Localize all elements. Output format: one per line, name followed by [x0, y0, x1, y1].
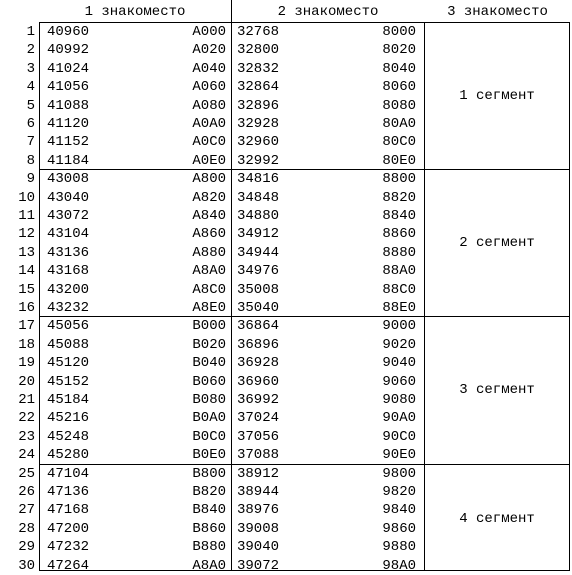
row-number: 8: [26, 152, 35, 169]
row-number: 21: [18, 392, 35, 408]
row-number: 2: [26, 42, 35, 59]
decimal-address-1: 40992: [47, 42, 90, 59]
row-number: 9: [26, 171, 35, 188]
decimal-address-1: 43104: [47, 226, 90, 243]
hex-address-2: 8860: [382, 226, 416, 243]
row-number: 3: [26, 60, 35, 77]
hex-address-1: B840: [192, 502, 226, 519]
hex-address-1: A840: [192, 208, 226, 224]
hex-address-2: 8020: [382, 42, 416, 59]
row-number: 6: [26, 116, 35, 132]
hex-address-1: B860: [192, 520, 226, 537]
row-number: 23: [18, 428, 35, 445]
row-number: 28: [18, 520, 35, 537]
hex-address-1: A880: [192, 244, 226, 261]
hex-address-1: A000: [192, 24, 226, 40]
hex-address-1: A860: [192, 226, 226, 243]
row-number: 11: [18, 208, 35, 224]
hex-address-2: 8000: [382, 24, 416, 40]
hex-address-2: 90E0: [382, 447, 416, 464]
decimal-address-2: 35040: [237, 300, 280, 316]
decimal-address-2: 32896: [237, 97, 280, 114]
hex-address-1: B0C0: [192, 428, 226, 445]
decimal-address-1: 43232: [47, 300, 90, 316]
hex-address-1: B000: [192, 318, 226, 335]
row-number: 29: [18, 539, 35, 556]
decimal-address-1: 43008: [47, 171, 90, 188]
decimal-address-1: 43072: [47, 208, 90, 224]
col-divider-mid: [231, 0, 232, 570]
row-number: 26: [18, 484, 35, 500]
decimal-address-2: 38944: [237, 484, 280, 500]
col-divider-outer-right: [569, 22, 570, 570]
hex-address-1: A0C0: [192, 134, 226, 151]
hex-address-2: 80C0: [382, 134, 416, 151]
hex-address-2: 9840: [382, 502, 416, 519]
decimal-address-1: 45248: [47, 428, 90, 445]
hex-address-2: 8800: [382, 171, 416, 188]
hex-address-1: A020: [192, 42, 226, 59]
row-number: 13: [18, 244, 35, 261]
decimal-address-2: 36896: [237, 336, 280, 353]
decimal-address-2: 36960: [237, 373, 280, 390]
hex-address-1: A0E0: [192, 152, 226, 169]
decimal-address-1: 41184: [47, 152, 90, 169]
decimal-address-2: 37024: [237, 410, 280, 427]
hex-address-2: 8080: [382, 97, 416, 114]
decimal-address-1: 41056: [47, 79, 90, 96]
hex-address-2: 9820: [382, 484, 416, 500]
decimal-address-1: 41024: [47, 60, 90, 77]
decimal-address-1: 47264: [47, 557, 90, 574]
hex-address-1: B080: [192, 392, 226, 408]
row-number: 7: [26, 134, 35, 151]
decimal-address-1: 43136: [47, 244, 90, 261]
hex-address-2: 80A0: [382, 116, 416, 132]
row-number: 18: [18, 336, 35, 353]
hex-address-1: A8C0: [192, 281, 226, 298]
segment-label: 2 сегмент: [459, 234, 535, 251]
decimal-address-1: 45120: [47, 355, 90, 372]
decimal-address-2: 34976: [237, 263, 280, 280]
decimal-address-2: 36928: [237, 355, 280, 372]
decimal-address-1: 45056: [47, 318, 90, 335]
decimal-address-2: 32928: [237, 116, 280, 132]
hex-address-1: A080: [192, 97, 226, 114]
decimal-address-1: 40960: [47, 24, 90, 40]
decimal-address-2: 34848: [237, 189, 280, 206]
hex-address-2: 9020: [382, 336, 416, 353]
hex-address-2: 8040: [382, 60, 416, 77]
row-number: 24: [18, 447, 35, 464]
header-rule: [39, 22, 570, 23]
hex-address-1: B820: [192, 484, 226, 500]
hex-address-2: 9880: [382, 539, 416, 556]
hex-address-2: 90C0: [382, 428, 416, 445]
hex-address-2: 9000: [382, 318, 416, 335]
row-number: 15: [18, 281, 35, 298]
hex-address-1: B880: [192, 539, 226, 556]
decimal-address-1: 45184: [47, 392, 90, 408]
row-number: 20: [18, 373, 35, 390]
row-number: 5: [26, 97, 35, 114]
hex-address-2: 88A0: [382, 263, 416, 280]
header-col-2: 2 знакоместо: [277, 4, 379, 20]
hex-address-1: B0E0: [192, 447, 226, 464]
row-number: 14: [18, 263, 35, 280]
row-number: 19: [18, 355, 35, 372]
decimal-address-1: 47232: [47, 539, 90, 556]
decimal-address-1: 41152: [47, 134, 90, 151]
hex-address-1: A040: [192, 60, 226, 77]
hex-address-2: 8820: [382, 189, 416, 206]
hex-address-2: 8840: [382, 208, 416, 224]
hex-address-1: A0A0: [192, 116, 226, 132]
row-number: 30: [18, 557, 35, 574]
hex-address-2: 9080: [382, 392, 416, 408]
row-number: 12: [18, 226, 35, 243]
decimal-address-1: 45088: [47, 336, 90, 353]
hex-address-2: 8060: [382, 79, 416, 96]
decimal-address-1: 41088: [47, 97, 90, 114]
decimal-address-2: 35008: [237, 281, 280, 298]
hex-address-2: 9060: [382, 373, 416, 390]
hex-address-1: B020: [192, 336, 226, 353]
decimal-address-1: 43040: [47, 189, 90, 206]
decimal-address-1: 47136: [47, 484, 90, 500]
segment-divider: [39, 169, 570, 170]
hex-address-2: 9800: [382, 465, 416, 482]
row-number: 27: [18, 502, 35, 519]
hex-address-1: A820: [192, 189, 226, 206]
row-number: 1: [26, 24, 35, 40]
decimal-address-2: 32832: [237, 60, 280, 77]
row-number: 16: [18, 300, 35, 316]
decimal-address-1: 47104: [47, 465, 90, 482]
segment-divider: [39, 316, 570, 317]
hex-address-2: 98A0: [382, 557, 416, 574]
hex-address-2: 88C0: [382, 281, 416, 298]
row-number: 10: [18, 189, 35, 206]
segment-label: 4 сегмент: [459, 510, 535, 527]
segment-label: 1 сегмент: [459, 87, 535, 104]
row-number: 22: [18, 410, 35, 427]
decimal-address-2: 36992: [237, 392, 280, 408]
row-number: 4: [26, 79, 35, 96]
decimal-address-2: 39040: [237, 539, 280, 556]
decimal-address-2: 38976: [237, 502, 280, 519]
decimal-address-1: 43168: [47, 263, 90, 280]
decimal-address-2: 32800: [237, 42, 280, 59]
decimal-address-1: 41120: [47, 116, 90, 132]
decimal-address-1: 45280: [47, 447, 90, 464]
hex-address-1: B0A0: [192, 410, 226, 427]
hex-address-2: 8880: [382, 244, 416, 261]
decimal-address-2: 34912: [237, 226, 280, 243]
decimal-address-2: 32768: [237, 24, 280, 40]
hex-address-2: 90A0: [382, 410, 416, 427]
hex-address-1: A8A0: [192, 557, 226, 574]
header-col-3: 3 знакоместо: [447, 4, 548, 20]
hex-address-1: B060: [192, 373, 226, 390]
row-number: 25: [18, 465, 35, 482]
hex-address-1: A800: [192, 171, 226, 188]
decimal-address-2: 39008: [237, 520, 280, 537]
hex-address-1: A8E0: [192, 300, 226, 316]
decimal-address-1: 47168: [47, 502, 90, 519]
hex-address-2: 80E0: [382, 152, 416, 169]
hex-address-2: 9860: [382, 520, 416, 537]
decimal-address-2: 32960: [237, 134, 280, 151]
decimal-address-2: 39072: [237, 557, 280, 574]
decimal-address-2: 34816: [237, 171, 280, 188]
row-number: 17: [18, 318, 35, 335]
hex-address-1: A060: [192, 79, 226, 96]
col-divider-left: [39, 22, 40, 570]
decimal-address-2: 34944: [237, 244, 280, 261]
decimal-address-2: 37056: [237, 428, 280, 445]
hex-address-2: 9040: [382, 355, 416, 372]
hex-address-1: B800: [192, 465, 226, 482]
decimal-address-1: 47200: [47, 520, 90, 537]
segment-label: 3 сегмент: [459, 382, 535, 398]
header-col-1: 1 знакоместо: [84, 4, 186, 20]
decimal-address-2: 32992: [237, 152, 280, 169]
bottom-rule: [39, 570, 570, 571]
decimal-address-2: 37088: [237, 447, 280, 464]
decimal-address-2: 34880: [237, 208, 280, 224]
hex-address-1: B040: [192, 355, 226, 372]
hex-address-2: 88E0: [382, 300, 416, 316]
hex-address-1: A8A0: [192, 263, 226, 280]
decimal-address-1: 45216: [47, 410, 90, 427]
decimal-address-2: 36864: [237, 318, 280, 335]
decimal-address-1: 43200: [47, 281, 90, 298]
decimal-address-1: 45152: [47, 373, 90, 390]
segment-divider: [39, 464, 570, 465]
decimal-address-2: 38912: [237, 465, 280, 482]
decimal-address-2: 32864: [237, 79, 280, 96]
